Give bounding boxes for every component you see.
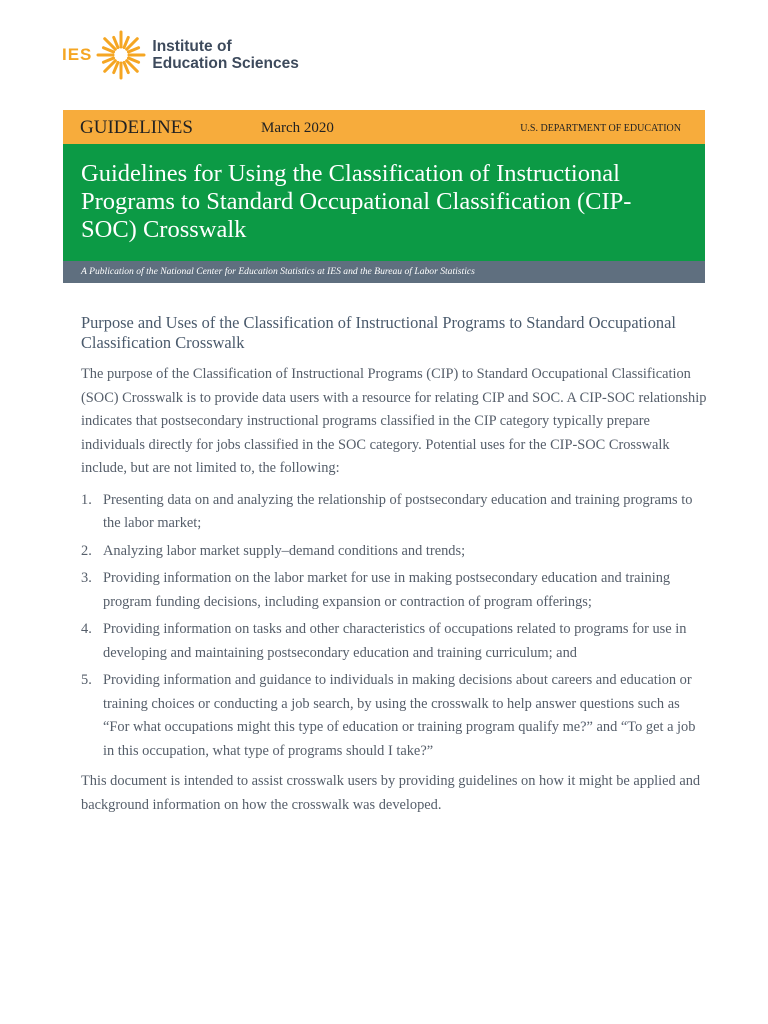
sun-ray <box>104 48 114 52</box>
list-item-text: Analyzing labor market supply–demand conditions and trends; <box>103 542 466 559</box>
list-item-number: 2. <box>81 542 92 559</box>
sun-ray <box>129 48 139 52</box>
document-title: Guidelines for Using the Classification of Instructional Programs to Standard Occupational Classification (CIP-SOC) Crosswalk <box>81 160 632 243</box>
main-content <box>81 313 709 825</box>
publication-line: A Publication of the National Center for Education Statistics at IES and the Bureau of Labor Statistics <box>81 266 475 277</box>
sun-ray <box>124 62 128 72</box>
list-item-text: Providing information and guidance to individuals in making decisions about careers and education or training choices or conducting a job search, by using the crosswalk to help answer questions such as “For what occupations might this type of education or training program qualify me?” and “To get a job in this occupation, what type of programs should I take?” <box>103 672 696 759</box>
logo-name-line1: Institute of <box>152 38 232 55</box>
sun-ray <box>129 58 139 62</box>
department-name: U.S. DEPARTMENT OF EDUCATION <box>520 123 681 134</box>
list-item <box>81 567 709 614</box>
header-meta-band <box>63 110 705 144</box>
sunburst-icon <box>96 30 146 80</box>
list-item-number: 3. <box>81 570 92 586</box>
logo-name-line2: Education Sciences <box>152 55 299 72</box>
list-item <box>81 669 709 763</box>
list-item-text: Presenting data on and analyzing the relationship of postsecondary education and training programs to the labor market; <box>103 491 693 531</box>
publication-band <box>63 261 705 283</box>
closing-paragraph: This document is intended to assist crosswalk users by providing guidelines on how it might be applied and background information on how the crosswalk was developed. <box>81 773 701 813</box>
list-item <box>81 489 709 536</box>
sun-ray <box>124 37 128 47</box>
list-item <box>81 618 709 665</box>
title-band <box>63 144 705 261</box>
sun-ray <box>104 58 114 62</box>
sun-ray <box>114 62 118 72</box>
logo-name <box>152 38 298 72</box>
list-item-text: Providing information on tasks and other characteristics of occupations related to programs for use in developing and maintaining postsecondary education and training curriculum; and <box>103 621 687 661</box>
list-item-number: 5. <box>81 672 92 688</box>
document-type: GUIDELINES <box>80 117 193 138</box>
sun-ray <box>114 37 118 47</box>
list-item-number: 1. <box>81 491 92 508</box>
intro-paragraph: The purpose of the Classification of Instructional Programs (CIP) to Standard Occupational Classification (SOC) Crosswalk is to provide data users with a resource for relating CIP and SOC. A CIP-SOC relationship indicates that postsecondary instructional programs classified in the CIP category typically prepare individuals directly for jobs classified in the SOC category. Potential uses for the CIP-SOC Crosswalk include, but are not limited to, the following: <box>81 366 707 476</box>
list-item <box>81 540 709 564</box>
uses-list <box>81 489 709 764</box>
list-item-number: 4. <box>81 621 92 637</box>
section-heading: Purpose and Uses of the Classification of Instructional Programs to Standard Occupational Classification Crosswalk <box>81 313 676 352</box>
publication-date: March 2020 <box>261 120 334 136</box>
logo-abbreviation: IES <box>62 45 93 64</box>
list-item-text: Providing information on the labor market for use in making postsecondary education and training program funding decisions, including expansion or contraction of program offerings; <box>103 570 671 610</box>
ies-logo <box>62 30 299 80</box>
